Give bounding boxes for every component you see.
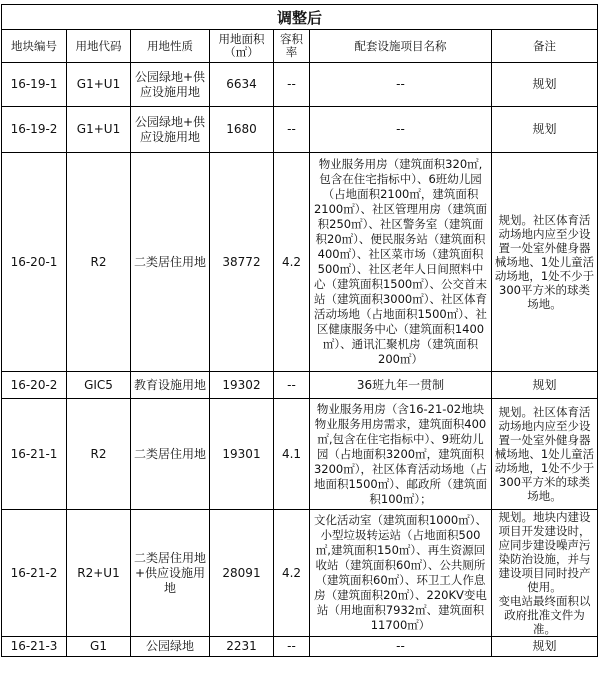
- cell-land-type: 公园绿地: [131, 637, 210, 657]
- table-row: [2, 63, 598, 107]
- cell-land-code: G1+U1: [67, 63, 131, 107]
- cell-area: 1680: [210, 107, 274, 153]
- cell-far: 4.1: [274, 399, 310, 510]
- cell-block-id: 16-21-1: [2, 399, 67, 510]
- cell-notes: 规划: [492, 372, 598, 399]
- cell-area: 38772: [210, 153, 274, 372]
- cell-area: 19302: [210, 372, 274, 399]
- header-block-id: 地块编号: [2, 30, 67, 63]
- cell-facilities: --: [310, 637, 492, 657]
- cell-notes: 规划: [492, 107, 598, 153]
- cell-land-type: 公园绿地+供 应设施用地: [131, 63, 210, 107]
- table-row: [2, 153, 598, 372]
- cell-land-type: 公园绿地+供 应设施用地: [131, 107, 210, 153]
- header-land-type: 用地性质: [131, 30, 210, 63]
- cell-facilities: 物业服务用房（含16-21-02地块物业服务用房需求，建筑面积400㎡,包含在住宅指标中）、9班幼儿园（占地面积3200㎡，建筑面积3200㎡），社区体育活动场地（占地面积1500㎡）、邮政所（建筑面积100㎡）；: [310, 399, 492, 510]
- cell-land-code: G1: [67, 637, 131, 657]
- table-row: [2, 637, 598, 657]
- cell-facilities: 36班九年一贯制: [310, 372, 492, 399]
- cell-far: --: [274, 372, 310, 399]
- cell-land-code: R2: [67, 153, 131, 372]
- table-title: 调整后: [2, 5, 598, 30]
- cell-facilities: 物业服务用房（建筑面积320㎡,包含在住宅指标中）、6班幼儿园（占地面积2100㎡，建筑面积2100㎡）、社区管理用房（建筑面积250㎡）、社区警务室（建筑面积20㎡）、便民服务站（建筑面积400㎡）、社区菜市场（建筑面积500㎡）、社区老年人日间照料中心（建筑面积1500㎡）、公交首末站（建筑面积3000㎡）、社区体育活动场地（占地面积1500㎡）、社区健康服务中心（建筑面积1400㎡）、通讯汇聚机房（建筑面积200㎡）: [310, 153, 492, 372]
- land-use-table: [1, 4, 598, 657]
- cell-area: 6634: [210, 63, 274, 107]
- cell-block-id: 16-21-2: [2, 510, 67, 637]
- table-row: [2, 372, 598, 399]
- cell-facilities: --: [310, 107, 492, 153]
- header-notes: 备注: [492, 30, 598, 63]
- cell-area: 2231: [210, 637, 274, 657]
- table-row: [2, 107, 598, 153]
- cell-far: --: [274, 637, 310, 657]
- header-area: 用地面积 （㎡）: [210, 30, 274, 63]
- cell-facilities: 文化活动室（建筑面积1000㎡）、小型垃圾转运站（占地面积500㎡,建筑面积150㎡）、再生资源回收站（建筑面积60㎡）、公共厕所（建筑面积60㎡）、环卫工人作息房（建筑面积20㎡）、220KV变电站（用地面积7932㎡、建筑面积11700㎡）: [310, 510, 492, 637]
- table-row: [2, 510, 598, 637]
- cell-land-type: 二类居住用地: [131, 153, 210, 372]
- table-row: [2, 399, 598, 510]
- header-land-code: 用地代码: [67, 30, 131, 63]
- cell-notes: 规划。社区体育活动场地内应至少设置一处室外健身器械场地、1处儿童活动场地，1处不少于300平方米的球类场地。: [492, 399, 598, 510]
- title-row: [2, 5, 598, 30]
- cell-land-type: 二类居住用地: [131, 399, 210, 510]
- cell-block-id: 16-20-2: [2, 372, 67, 399]
- cell-far: --: [274, 107, 310, 153]
- cell-block-id: 16-19-1: [2, 63, 67, 107]
- cell-land-code: R2: [67, 399, 131, 510]
- cell-land-type: 二类居住用地 +供应设施用 地: [131, 510, 210, 637]
- header-facilities: 配套设施项目名称: [310, 30, 492, 63]
- cell-area: 19301: [210, 399, 274, 510]
- cell-land-code: G1+U1: [67, 107, 131, 153]
- cell-notes: 规划: [492, 63, 598, 107]
- cell-facilities: --: [310, 63, 492, 107]
- header-row: [2, 30, 598, 63]
- cell-block-id: 16-20-1: [2, 153, 67, 372]
- cell-block-id: 16-19-2: [2, 107, 67, 153]
- cell-far: 4.2: [274, 510, 310, 637]
- cell-land-code: R2+U1: [67, 510, 131, 637]
- cell-notes: 规划。地块内建设项目开发建设时，应同步建设噪声污染防治设施，并与建设项目同时投产使用。 变电站最终面积以政府批准文件为准。: [492, 510, 598, 637]
- cell-notes: 规划。社区体育活动场地内应至少设置一处室外健身器械场地、1处儿童活动场地，1处不少于300平方米的球类场地。: [492, 153, 598, 372]
- cell-far: 4.2: [274, 153, 310, 372]
- cell-notes: 规划: [492, 637, 598, 657]
- cell-far: --: [274, 63, 310, 107]
- cell-area: 28091: [210, 510, 274, 637]
- header-far: 容积 率: [274, 30, 310, 63]
- cell-block-id: 16-21-3: [2, 637, 67, 657]
- cell-land-code: GIC5: [67, 372, 131, 399]
- cell-land-type: 教育设施用地: [131, 372, 210, 399]
